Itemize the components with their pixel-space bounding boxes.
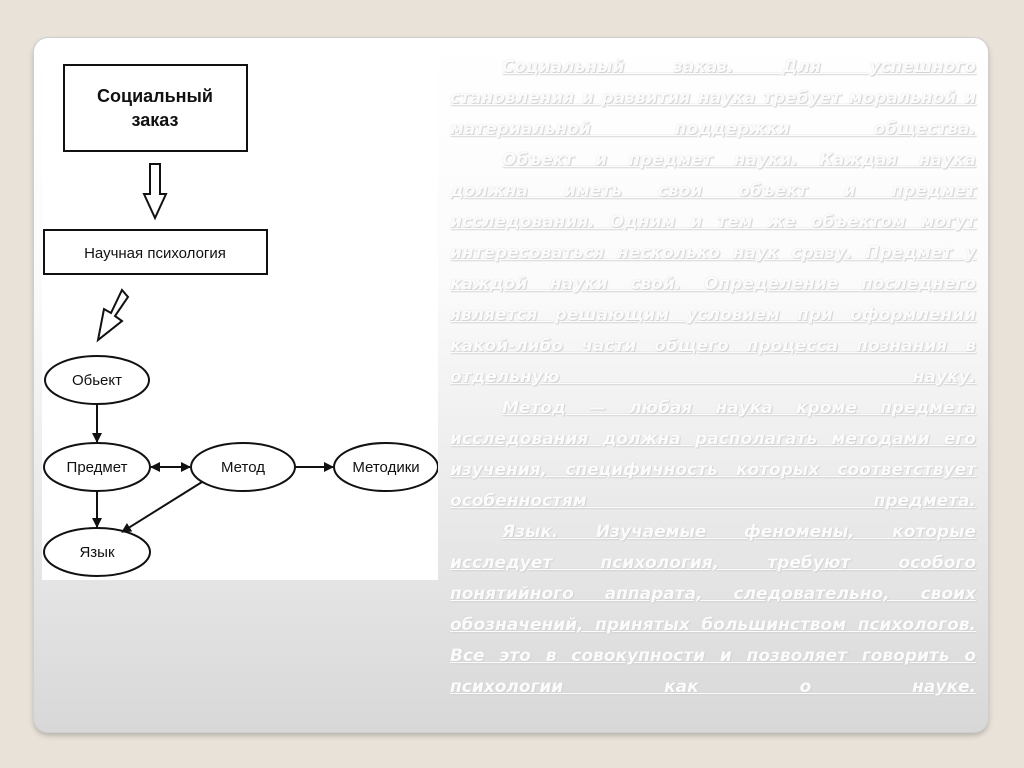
node-techniques-label: Методики — [352, 459, 420, 476]
social-order-label-line-2: заказ — [131, 110, 179, 130]
diagram-panel — [42, 54, 438, 580]
paragraph-object-subject: Объект и предмет науки. Каждая наука должна иметь свои объект и предмет исследования. Одним и тем же объектом могут интересоваться несколько наук сразу. Предмет у каждой науки свой. Определение последнего является решающим условием при оформлении какой-либо части общего процесса познания в отдельную науку. — [450, 150, 976, 387]
hollow-arrow-diagonal — [98, 290, 128, 340]
node-language-label: Язык — [79, 544, 115, 561]
paragraph-method: Метод — любая наука кроме предмета исследования должна располагать методами его изучения, специфичность которых соответствует особенностям предмета. — [450, 398, 976, 511]
scientific-psychology-label: Научная психология — [84, 245, 226, 262]
text-column — [450, 52, 976, 732]
paragraph-language: Язык. Изучаемые феномены, которые исследует психология, требуют особого понятийного аппарата, следовательно, своих обозначений, принятых большинством психологов. Все это в совокупности и позволяет говорить о психологии как о науке. — [450, 522, 976, 697]
paragraph-social-order: Социальный заказ. Для успешного становления и развития наука требует моральной и материальной поддержки общества. — [450, 57, 976, 139]
arrow-method-to-language — [122, 482, 202, 532]
social-order-box — [64, 65, 247, 151]
slide — [34, 38, 988, 732]
social-order-label-line-1: Социальный — [97, 86, 213, 106]
hollow-arrow-down — [144, 164, 166, 218]
node-method-label: Метод — [221, 459, 265, 476]
node-object-label: Обьект — [71, 372, 123, 389]
structure-diagram — [42, 54, 438, 580]
node-subject-label: Предмет — [66, 459, 128, 476]
